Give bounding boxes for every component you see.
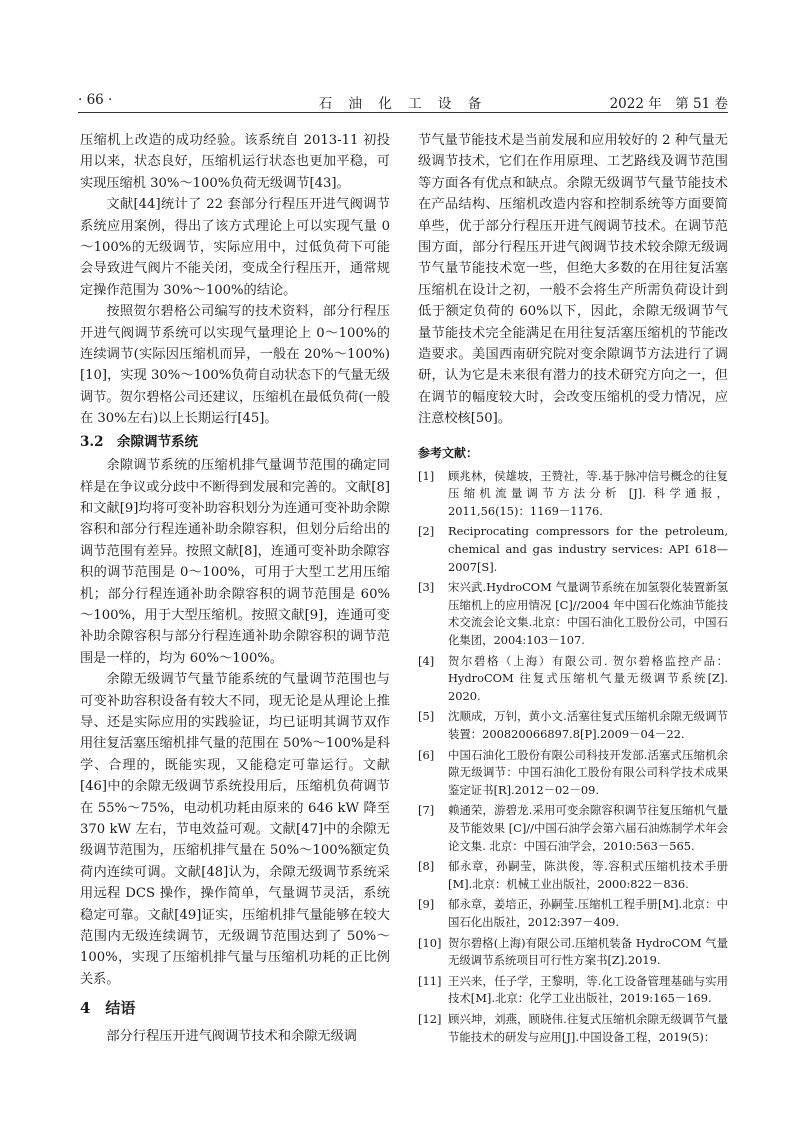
reference-number: [4] (418, 653, 435, 668)
reference-number: [8] (418, 859, 435, 874)
paragraph: 按照贺尔碧格公司编写的技术资料，部分行程压开进气阀调节系统可以实现气量理论上 0～100%的连续调节(实际因压缩机而异，一般在 20%～100%)[10]，实现 30%～100%负荷自动状态下的气量无级调节。贺尔碧格公司还建议，压缩机在最低负荷(一般在 30%左右)以上长期运行[45]。 (80, 304, 390, 427)
reference-item (418, 1011, 728, 1046)
reference-number: [9] (418, 897, 435, 912)
reference-number: [10] (418, 935, 442, 950)
paragraph: 节气量节能技术是当前发展和应用较好的 2 种气量无级调节技术，它们在作用原理、工艺路线及调节范围等方面各有优点和缺点。余隙无级调节气量节能技术在产品结构、压缩机改造内容和控制系统等方面要简单些，优于部分行程压开进气阀调节技术。在调节范围方面，部分行程压开进气阀调节技术较余隙无级调节气量节能技术宽一些，但绝大多数的在用往复活塞压缩机在设计之初，一般不会将生产所需负荷设计到低于额定负荷的 60%以下，因此，余隙无级调节气量节能技术完全能满足在用往复活塞压缩机的节能改造要求。美国西南研究院对变余隙调节方法进行了调研，认为它是未来很有潜力的技术研究方向之一，但在调节的幅度较大时，会改变压缩机的受力情况，应注意校核[50]。 (418, 133, 728, 427)
reference-text: 中国石油化工股份有限公司科技开发部.活塞式压缩机余隙无级调节：中国石油化工股份有限公司科学技术成果鉴定证书[R].2012－02－09. (448, 747, 728, 797)
running-header (78, 90, 728, 113)
reference-number: [2] (418, 524, 435, 539)
paragraph: 余隙调节系统的压缩机排气量调节范围的确定同样是在争议或分歧中不断得到发展和完善的。文献[8]和文献[9]均将可变补助容积划分为连通可变补助余隙容积和部分行程连通补助余隙容积，但划分后给出的调节范围有差异。按照文献[8]，连通可变补助余隙容积的调节范围是 0～100%，可用于大型工艺用压缩机；部分行程连通补助余隙容积的调节范围是 60%～100%，用于大型压缩机。按照文献[9]，连通可变补助余隙容积与部分行程连通补助余隙容积的调节范围是一样的，均为 60%～100%。 (80, 458, 390, 666)
reference-text: 顾兆林，侯雄坡，王赞社，等.基于脉冲信号概念的往复压缩机流量调节方法分析 [J]. 科学通报，2011,56(15)：1169－1176. (448, 468, 728, 518)
reference-number: [3] (418, 580, 435, 595)
reference-item (418, 896, 728, 931)
reference-number: [1] (418, 468, 435, 483)
reference-number: [12] (418, 1011, 442, 1026)
page-number: · 66 · (78, 92, 113, 108)
reference-item (418, 579, 728, 649)
paragraph: 压缩机上改造的成功经验。该系统自 2013-11 初投用以来，状态良好，压缩机运行状态也更加平稳，可实现压缩机 30%～100%负荷无级调节[43]。 (80, 133, 390, 191)
reference-item (418, 747, 728, 800)
reference-text: 沈顺成，万钊，黄小文.活塞往复式压缩机余隙无级调节装置：200820066897.8[P].2009－04－22. (448, 709, 728, 741)
reference-text: 贺尔碧格(上海)有限公司.压缩机装备 HydroCOM 气量无级调节系统项目可行性方案书[Z].2019. (448, 935, 728, 968)
reference-number: [5] (418, 709, 435, 724)
journal-name: 石 油 化 工 设 备 (318, 96, 488, 112)
reference-text: 王兴来，任子学，王黎明，等.化工设备管理基础与实用技术[M].北京：化学工业出版社，2019:165－169. (448, 973, 728, 1006)
paragraph: 部分行程压开进气阀调节技术和余隙无级调 (106, 1029, 357, 1045)
left-column (80, 130, 390, 1048)
reference-item (418, 653, 728, 706)
reference-item (418, 935, 728, 970)
reference-list (418, 468, 728, 1046)
reference-number: [6] (418, 747, 435, 762)
reference-item (418, 973, 728, 1008)
section-heading: 3.2 余隙调节系统 (80, 433, 198, 450)
right-column (418, 130, 728, 1049)
reference-text: Reciprocating compressors for the petroleum, chemical and gas industry services: API 618—2007[S]. (448, 524, 728, 574)
reference-text: 郁永章，姜培正，孙嗣莹.压缩机工程手册[M].北京：中国石化出版社，2012:397－409. (448, 897, 728, 929)
reference-item (418, 468, 728, 521)
paragraph: 余隙无级调节气量节能系统的气量调节范围也与可变补助容积设备有较大不同，现无论是从理论上推导、还是实际应用的实践验证，均已证明其调节双作用往复活塞压缩机排气量的范围在 50%～100%是科学、合理的，既能实现，又能稳定可靠运行。文献[46]中的余隙无级调节系统投用后，压缩机负荷调节在 55%～75%，电动机功耗由原来的 646 kW 降至 370 kW 左右，节电效益可观。文献[47]中的余隙无级调节范围为，压缩机排气量在 50%～100%额定负荷内连续可调。文献[48]认为，余隙无级调节系统采用远程 DCS 操作，操作简单，气量调节灵活，系统稳定可靠。文献[49]证实，压缩机排气量能够在较大范围内无级连续调节，无级调节范围达到了 50%～100%，实现了压缩机排气量与压缩机功耗的正比例关系。 (80, 672, 390, 987)
reference-item (418, 802, 728, 855)
reference-text: 宋兴武.HydroCOM 气量调节系统在加氢裂化装置新氢压缩机上的应用情况 [C]//2004 年中国石化炼油节能技术交流会论文集.北京：中国石油化工股份公司，中国石化集团，2004:103－107. (448, 580, 728, 648)
reference-item (418, 708, 728, 743)
reference-item (418, 523, 728, 576)
reference-text: 贺尔碧格（上海）有限公司. 贺尔碧格监控产品：HydroCOM 往复式压缩机气量无级调节系统[Z]. 2020. (448, 653, 728, 703)
reference-number: [11] (418, 973, 442, 988)
reference-item (418, 858, 728, 893)
reference-text: 赖通荣，游碧龙.采用可变余隙容积调节往复压缩机气量及节能效果 [C]//中国石油学会第六届石油炼制学术年会论文集. 北京：中国石油学会，2010:563－565. (448, 803, 728, 853)
reference-text: 顾兴坤，刘燕，顾晓伟.往复式压缩机余隙无级调节气量节能技术的研发与应用[J].中国设备工程，2019(5)： (448, 1011, 728, 1044)
journal-volume: 2022 年 第 51 卷 (609, 96, 728, 112)
reference-text: 郁永章，孙嗣莹，陈洪俊，等.容积式压缩机技术手册[M].北京：机械工业出版社，2000:822－836. (448, 859, 728, 891)
section-heading: 4 结语 (80, 999, 136, 1018)
reference-number: [7] (418, 803, 435, 818)
paragraph: 文献[44]统计了 22 套部分行程压开进气阀调节系统应用案例，得出了该方式理论上可以实现气量 0～100%的无级调节，实际应用中，过低负荷下可能会导致进气阀片不能关闭，变成全行程压开，通常规定操作范围为 30%～100%的结论。 (80, 197, 390, 298)
references-title: 参考文献： (418, 445, 479, 460)
